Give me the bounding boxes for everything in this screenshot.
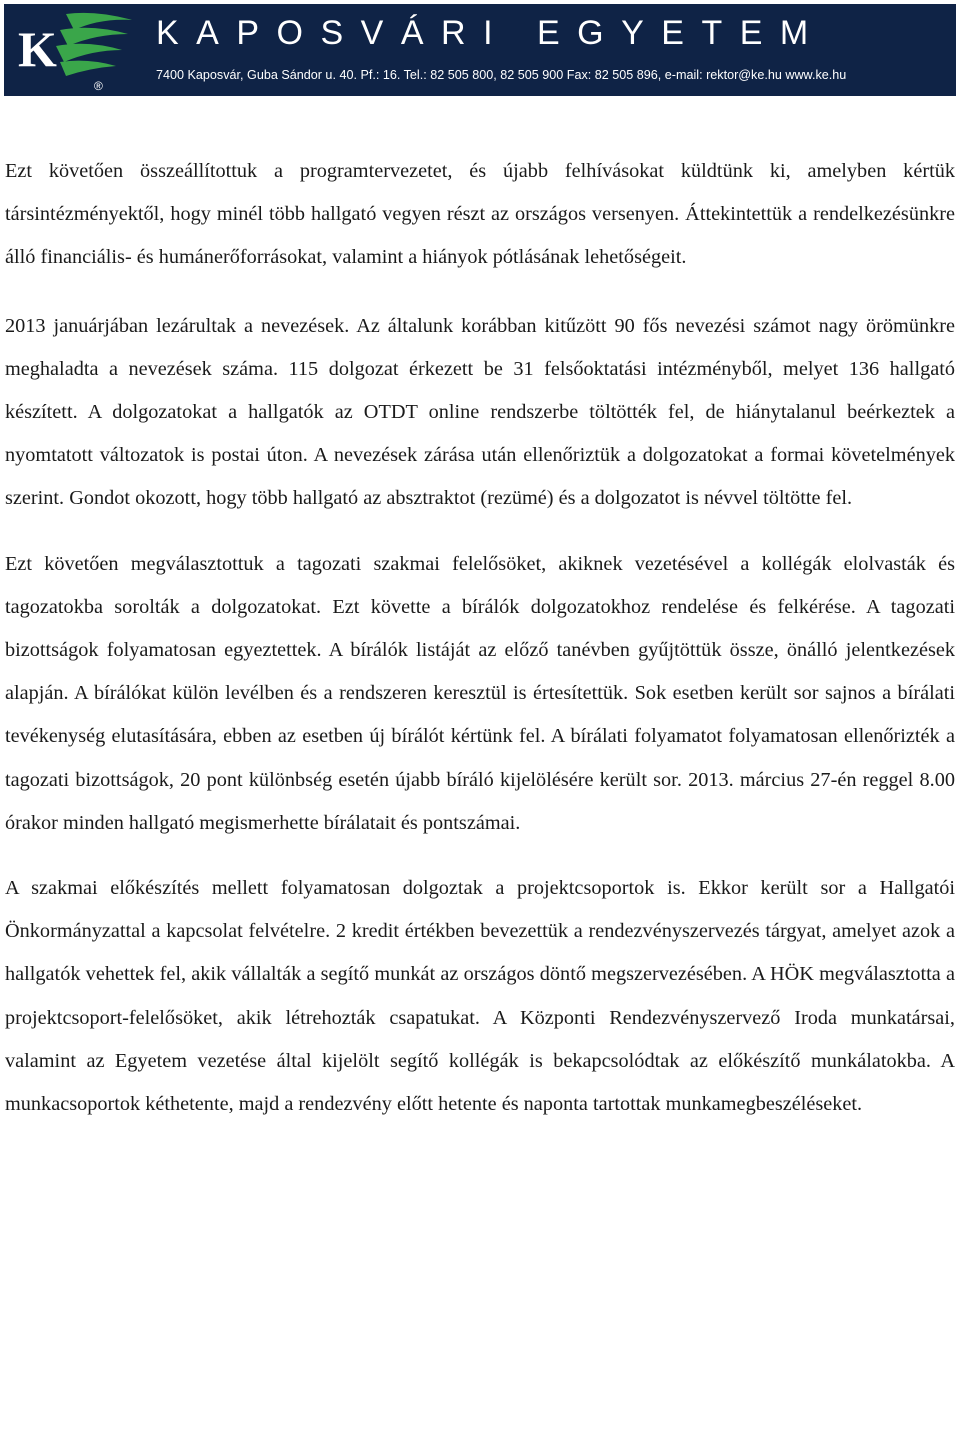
paragraph-4: A szakmai előkészítés mellett folyamatosan dolgoztak a projektcsoportok is. Ekkor került sor a Hallgatói Önkormányzattal a kapcsolat felvételre. 2 kredit értékben bevezettük a rendezvényszervezés tárgyat, amelyet azok a hallgatók vehettek fel, akik vállalták a segítő munkát az országos döntő megszervezésében. A HÖK megválasztotta a projektcsoport-felelősöket, akik létrehozták csapatukat. A Központi Rendezvényszervező Iroda munkatársai, valamint az Egyetem vezetése által kijelölt segítő kollégák is bekapcsolódtak az előkészítő munkálatokba. A munkacsoportok kéthetente, majd a rendezvény előtt hetente és naponta tartottak munkamegbeszéléseket. — [5, 877, 955, 1116]
document-body — [5, 150, 955, 1148]
university-contact-line: 7400 Kaposvár, Guba Sándor u. 40. Pf.: 16. Tel.: 82 505 800, 82 505 900 Fax: 82 505 896, e-mail: rektor@ke.hu www.ke.hu — [156, 68, 847, 82]
paragraph-2: 2013 januárjában lezárultak a nevezések. Az általunk korábban kitűzött 90 fős nevezési számot nagy örömünkre meghaladta a nevezések száma. 115 dolgozat érkezett be 31 felsőoktatási intézményből, melyet 136 hallgató készített. A dolgozatokat a hallgatók az OTDT online rendszerbe töltötték fel, de hiánytalanul beérkeztek a nyomtatott változatok is postai úton. A nevezések zárása után ellenőriztük a dolgozatokat a formai követelmények szerint. Gondot okozott, hogy több hallgató az absztraktot (rezümé) és a dolgozatot is névvel töltötte fel. — [5, 314, 955, 510]
university-name: KAPOSVÁRI EGYETEM — [156, 14, 826, 52]
paragraph-1: Ezt követően összeállítottuk a programtervezetet, és újabb felhívásokat küldtünk ki, amelyben kértük társintézményektől, hogy minél több hallgató vegyen részt az országos versenyen. Áttekintettük a rendelkezésünkre álló financiális- és humánerőforrásokat, valamint a hiányok pótlásának lehetőségeit. — [5, 160, 955, 269]
university-logo-icon — [4, 4, 144, 96]
svg-text:®: ® — [94, 79, 103, 93]
svg-text:K: K — [18, 21, 57, 77]
paragraph-3: Ezt követően megválasztottuk a tagozati szakmai felelősöket, akiknek vezetésével a kollégák elolvasták és tagozatokba sorolták a dolgozatokat. Ezt követte a bírálók dolgozatokhoz rendelése és felkérése. A tagozati bizottságok folyamatosan egyeztettek. A bírálók listáját az előző tanévben gyűjtöttük össze, önálló jelentkezések alapján. A bírálókat külön levélben és a rendszeren keresztül is értesítettük. Sok esetben került sor sajnos a bírálati tevékenység elutasítására, ebben az esetben új bírálót kértünk fel. A bírálati folyamatot folyamatosan ellenőrizték a tagozati bizottságok, 20 pont különbség esetén újabb bíráló kijelölésére került sor. 2013. március 27-én reggel 8.00 órakor minden hallgató megismerhette bírálatait és pontszámai. — [5, 552, 955, 834]
letterhead-banner — [4, 4, 956, 96]
